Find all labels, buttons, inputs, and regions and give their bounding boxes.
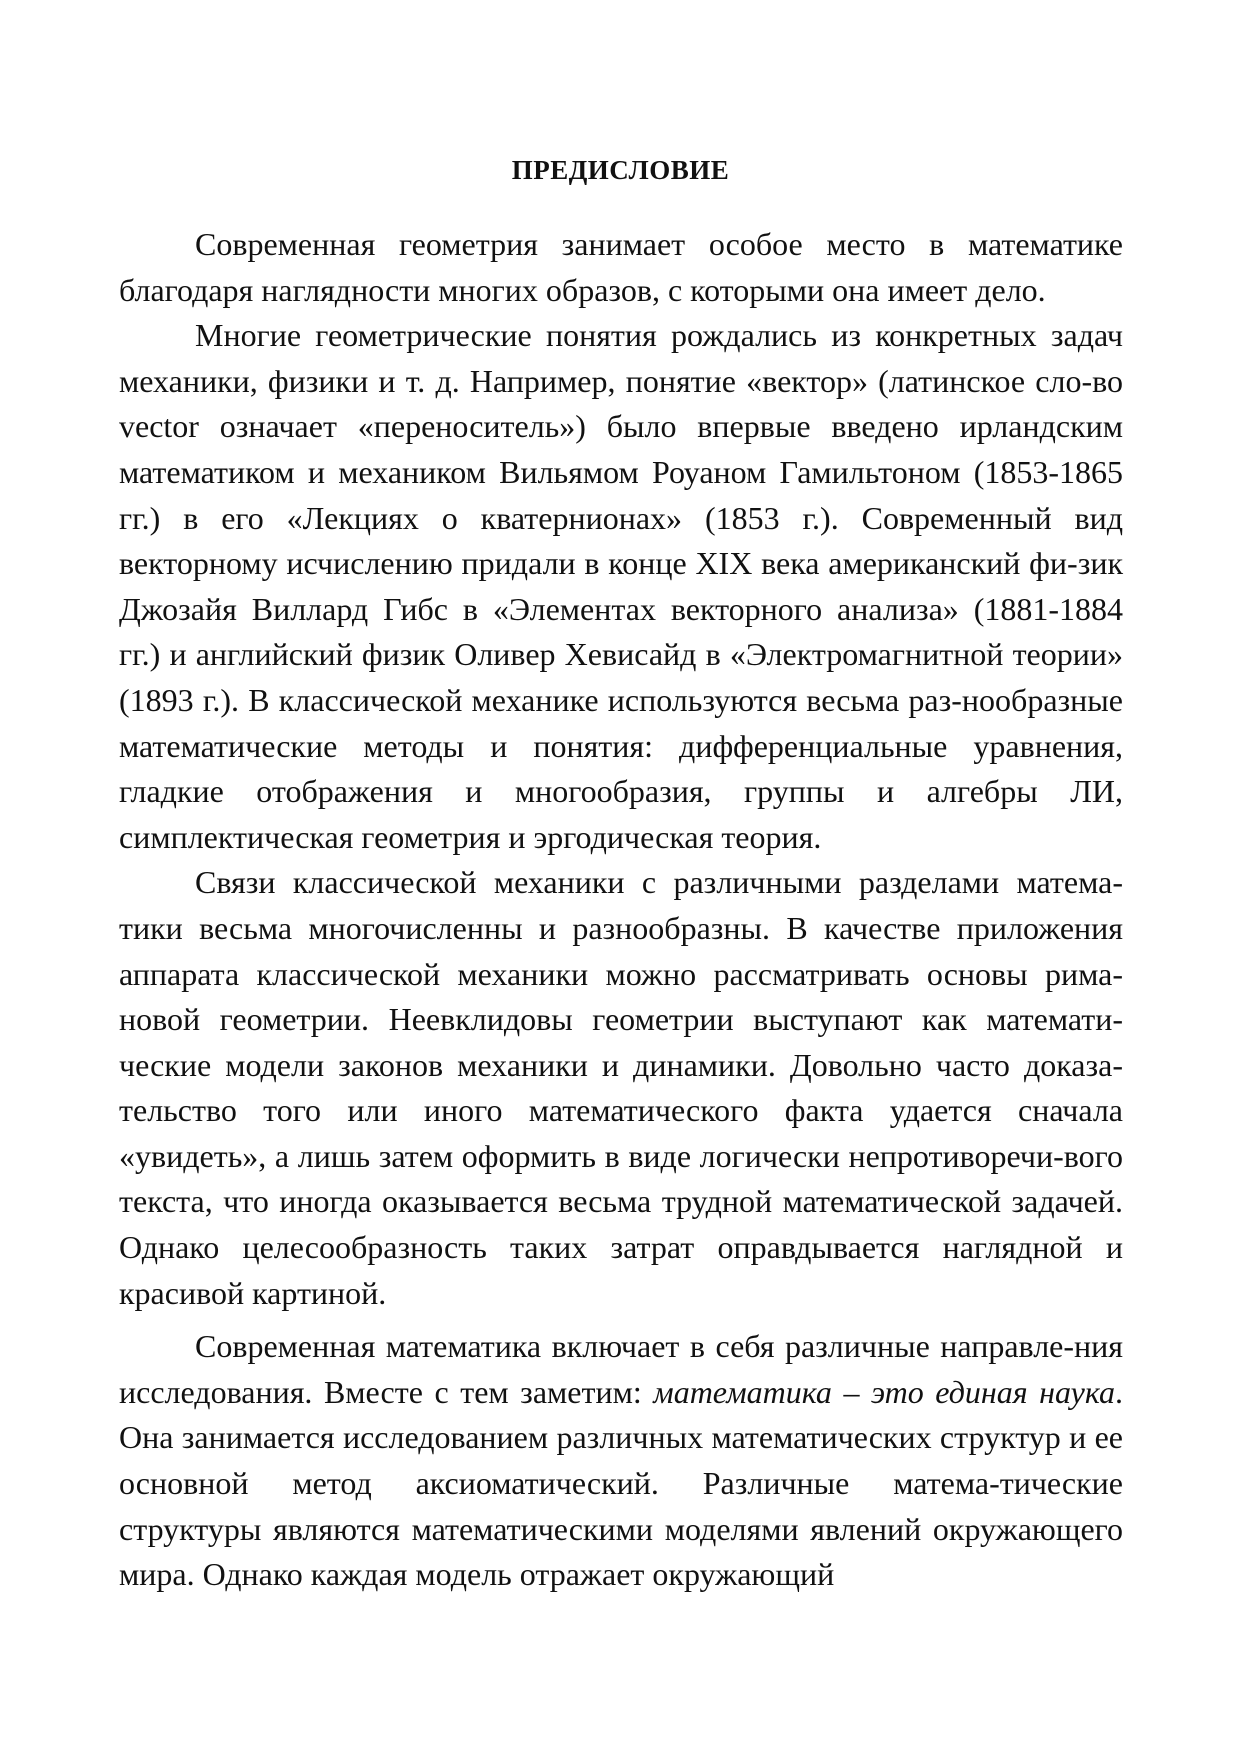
paragraph-2: Многие геометрические понятия рождались из конкретных задач механики, физики и т. д. Например, понятие «вектор» (латинское сло-во vector означает «переноситель») было впервые введено ирландским математиком и механиком Вильямом Роуаном Гамильтоном (1853-1865 гг.) в его «Лекциях о кватернионах» (1853 г.). Современный вид векторному исчислению придали в конце XIX века американский фи-зик Джозайя Виллард Гибс в «Элементах векторного анализа» (1881-1884 гг.) и английский физик Оливер Хевисайд в «Электромагнитной теории» (1893 г.). В классической механике используются весьма раз-нообразные математические методы и понятия: дифференциальные уравнения, гладкие отображения и многообразия, группы и алгебры ЛИ, симплектическая геометрия и эргодическая теория. (119, 317, 1123, 855)
paragraph-4-lead: Современная математика включает в себя различные направле-ния исследования. Вместе с тем заметим: (119, 1328, 1123, 1410)
page-title: ПРЕДИСЛОВИЕ (511, 155, 730, 185)
document-body (119, 222, 1123, 1598)
paragraph-4-emphasis: математика – это единая наука (653, 1373, 1116, 1410)
paragraph-4 (119, 1324, 1123, 1598)
paragraph-4-tail: . Она занимается исследованием различных математических структур и ее основной метод аксиоматический. Различные матема-тические структуры являются математическими моделями явлений окружающего мира. Однако каждая модель отражает окружающий (119, 1373, 1124, 1593)
paragraph-3: Связи классической механики с различными разделами матема-тики весьма многочисленны и разнообразны. В качестве приложения аппарата классической механики можно рассматривать основы рима-новой геометрии. Неевклидовы геометрии выступают как математи-ческие модели законов механики и динамики. Довольно часто доказа-тельство того или иного математического факта удается сначала «увидеть», а лишь затем оформить в виде логически непротиворечи-вого текста, что иногда оказывается весьма трудной математической задачей. Однако целесообразность таких затрат оправдывается наглядной и красивой картиной. (119, 864, 1123, 1311)
paragraph-1: Современная геометрия занимает особое место в математике благодаря наглядности многих образов, с которыми она имеет дело. (119, 226, 1123, 308)
